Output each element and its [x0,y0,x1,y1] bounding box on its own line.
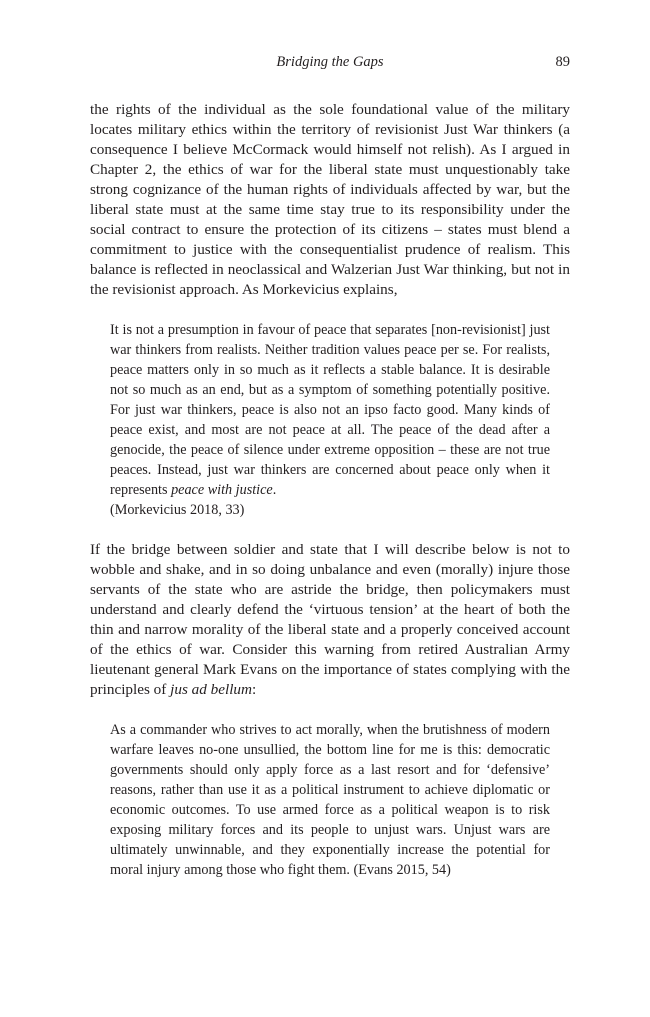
paragraph-2-body: If the bridge between soldier and state that I will describe below is not to wobble and shake, and in so doing unbalance and even (morally) injure those servants of the state who are astride the bridge, then policymakers must understand and clearly defend the ‘virtuous tension’ at the heart of both the thin and narrow morality of the liberal state and a properly conceived account of the ethics of war. Consider this warning from retired Australian Army lieutenant general Mark Evans on the importance of states complying with the principles of [90,541,570,698]
running-title: Bridging the Gaps [276,54,384,70]
running-header [90,52,570,72]
block-quote-2-text [110,720,550,880]
paragraph-2-punct: : [251,681,257,698]
block-quote-evans [110,720,550,880]
block-quote-punct: . [272,482,277,498]
emphasis-jus-ad-bellum: jus ad bellum [170,681,252,698]
paragraph-1: the rights of the individual as the sole foundational value of the military locates military ethics within the territory of revisionist Just War thinkers (a consequence I believe McCormack would himself not relish). As I argued in Chapter 2, the ethics of war for the liberal state must unquestionably take strong cognizance of the human rights of individuals affected by war, but the liberal state must at the same time stay true to its responsibility under the social contract to ensure the protection of its citizens – states must blend a commitment to justice with the consequentialist prudence of realism. This balance is reflected in neoclassical and Walzerian Just War thinking, but not in the revisionist approach. As Morkevicius explains, [90,101,570,298]
main-text [90,100,570,900]
page-number: 89 [555,54,570,70]
block-quote-body: It is not a presumption in favour of peace that separates [non-revisionist] just war thinkers from realists. Neither tradition values peace per se. For realists, peace matters only in so much as it reflects a stable balance. It is desirable not so much as an end, but as a symptom of something potentially positive. For just war thinkers, peace is also not an ipso facto good. Many kinds of peace exist, and most are not peace at all. The peace of the dead after a genocide, the peace of silence under extreme opposition – these are not true peaces. Instead, just war thinkers are concerned about peace only when it represents [110,322,550,498]
paragraph-2 [90,540,570,700]
emphasis-peace-with-justice: peace with justice [171,482,273,498]
citation-morkevicius: (Morkevicius 2018, 33) [110,502,245,518]
block-quote-morkevicius [110,320,550,520]
block-quote-text [110,320,550,520]
citation-evans: (Evans 2015, 54) [353,862,451,878]
block-quote-2-body: As a commander who strives to act morally, when the brutishness of modern warfare leaves no-one unsullied, the bottom line for me is this: democratic governments should only apply force as a last resort and for ‘defensive’ reasons, rather than use it as a political instrument to achieve diplomatic or economic outcomes. To use armed force as a political weapon is to risk exposing military forces and its people to unjust wars. Unjust wars are ultimately unwinnable, and they exponentially increase the potential for moral injury among those who fight them. [110,722,550,878]
